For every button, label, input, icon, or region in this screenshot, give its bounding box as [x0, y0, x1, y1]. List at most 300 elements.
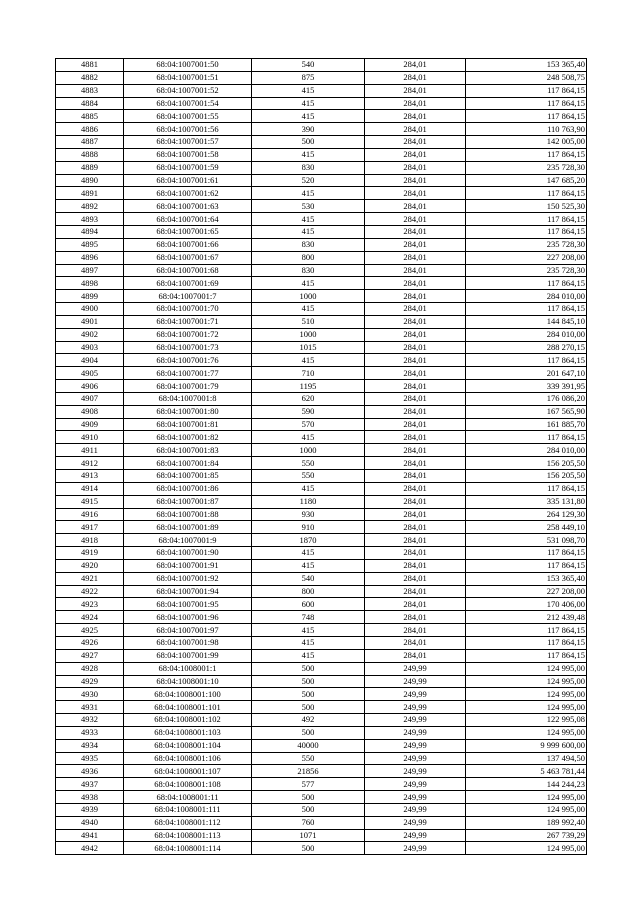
specific-value-cell: 249,99 — [365, 726, 466, 739]
cadastral-value-cell: 235 728,30 — [466, 264, 587, 277]
area-cell: 875 — [252, 71, 365, 84]
cadastral-number-cell: 68:04:1007001:88 — [124, 508, 252, 521]
table-row — [56, 585, 587, 598]
cadastral-value-cell: 137 494,50 — [466, 752, 587, 765]
row-number-cell: 4932 — [56, 714, 124, 727]
specific-value-cell: 284,01 — [365, 418, 466, 431]
specific-value-cell: 284,01 — [365, 547, 466, 560]
specific-value-cell: 284,01 — [365, 354, 466, 367]
table-row — [56, 84, 587, 97]
row-number-cell: 4913 — [56, 470, 124, 483]
cadastral-value-cell: 258 449,10 — [466, 521, 587, 534]
specific-value-cell: 284,01 — [365, 136, 466, 149]
row-number-cell: 4886 — [56, 123, 124, 136]
area-cell: 800 — [252, 251, 365, 264]
specific-value-cell: 284,01 — [365, 341, 466, 354]
area-cell: 1071 — [252, 829, 365, 842]
cadastral-number-cell: 68:04:1008001:1 — [124, 662, 252, 675]
cadastral-number-cell: 68:04:1008001:102 — [124, 714, 252, 727]
table-row — [56, 662, 587, 675]
row-number-cell: 4888 — [56, 148, 124, 161]
table-row — [56, 148, 587, 161]
row-number-cell: 4929 — [56, 675, 124, 688]
table-row — [56, 225, 587, 238]
table-row — [56, 354, 587, 367]
area-cell: 415 — [252, 482, 365, 495]
row-number-cell: 4891 — [56, 187, 124, 200]
cadastral-value-cell: 117 864,15 — [466, 482, 587, 495]
table-row — [56, 521, 587, 534]
row-number-cell: 4914 — [56, 482, 124, 495]
specific-value-cell: 249,99 — [365, 829, 466, 842]
row-number-cell: 4910 — [56, 431, 124, 444]
area-cell: 415 — [252, 649, 365, 662]
cadastral-value-cell: 117 864,15 — [466, 84, 587, 97]
area-cell: 620 — [252, 392, 365, 405]
row-number-cell: 4909 — [56, 418, 124, 431]
area-cell: 830 — [252, 238, 365, 251]
area-cell: 570 — [252, 418, 365, 431]
cadastral-value-cell: 117 864,15 — [466, 431, 587, 444]
cadastral-value-cell: 117 864,15 — [466, 187, 587, 200]
cadastral-number-cell: 68:04:1007001:97 — [124, 624, 252, 637]
row-number-cell: 4896 — [56, 251, 124, 264]
area-cell: 710 — [252, 367, 365, 380]
cadastral-value-cell: 153 365,40 — [466, 572, 587, 585]
cadastral-value-cell: 267 739,29 — [466, 829, 587, 842]
specific-value-cell: 284,01 — [365, 84, 466, 97]
table-row — [56, 290, 587, 303]
cadastral-number-cell: 68:04:1007001:76 — [124, 354, 252, 367]
row-number-cell: 4935 — [56, 752, 124, 765]
area-cell: 800 — [252, 585, 365, 598]
cadastral-value-cell: 124 995,00 — [466, 701, 587, 714]
table-row — [56, 418, 587, 431]
row-number-cell: 4934 — [56, 739, 124, 752]
area-cell: 500 — [252, 842, 365, 855]
table-row — [56, 572, 587, 585]
specific-value-cell: 249,99 — [365, 662, 466, 675]
area-cell: 415 — [252, 225, 365, 238]
cadastral-value-cell: 117 864,15 — [466, 303, 587, 316]
area-cell: 500 — [252, 791, 365, 804]
cadastral-number-cell: 68:04:1007001:73 — [124, 341, 252, 354]
cadastral-number-cell: 68:04:1008001:10 — [124, 675, 252, 688]
row-number-cell: 4882 — [56, 71, 124, 84]
table-row — [56, 688, 587, 701]
area-cell: 21856 — [252, 765, 365, 778]
area-cell: 550 — [252, 470, 365, 483]
cadastral-value-cell: 212 439,48 — [466, 611, 587, 624]
specific-value-cell: 284,01 — [365, 174, 466, 187]
cadastral-value-cell: 531 098,70 — [466, 534, 587, 547]
area-cell: 415 — [252, 97, 365, 110]
area-cell: 415 — [252, 148, 365, 161]
cadastral-value-cell: 150 525,30 — [466, 200, 587, 213]
area-cell: 415 — [252, 636, 365, 649]
table-row — [56, 238, 587, 251]
cadastral-number-cell: 68:04:1007001:58 — [124, 148, 252, 161]
row-number-cell: 4938 — [56, 791, 124, 804]
area-cell: 530 — [252, 200, 365, 213]
area-cell: 415 — [252, 303, 365, 316]
cadastral-number-cell: 68:04:1007001:65 — [124, 225, 252, 238]
cadastral-number-cell: 68:04:1007001:98 — [124, 636, 252, 649]
cadastral-value-cell: 284 010,00 — [466, 290, 587, 303]
cadastral-value-cell: 156 205,50 — [466, 470, 587, 483]
table-row — [56, 174, 587, 187]
specific-value-cell: 284,01 — [365, 495, 466, 508]
table-row — [56, 431, 587, 444]
area-cell: 830 — [252, 161, 365, 174]
table-row — [56, 495, 587, 508]
area-cell: 550 — [252, 457, 365, 470]
specific-value-cell: 284,01 — [365, 200, 466, 213]
cadastral-number-cell: 68:04:1007001:63 — [124, 200, 252, 213]
cadastral-value-cell: 201 647,10 — [466, 367, 587, 380]
specific-value-cell: 284,01 — [365, 367, 466, 380]
row-number-cell: 4920 — [56, 559, 124, 572]
cadastral-value-cell: 189 992,40 — [466, 816, 587, 829]
cadastral-number-cell: 68:04:1007001:70 — [124, 303, 252, 316]
table-row — [56, 611, 587, 624]
cadastral-number-cell: 68:04:1007001:50 — [124, 59, 252, 72]
table-row — [56, 816, 587, 829]
cadastral-number-cell: 68:04:1007001:61 — [124, 174, 252, 187]
cadastral-number-cell: 68:04:1007001:57 — [124, 136, 252, 149]
table-row — [56, 636, 587, 649]
area-cell: 500 — [252, 688, 365, 701]
cadastral-number-cell: 68:04:1008001:106 — [124, 752, 252, 765]
cadastral-value-cell: 117 864,15 — [466, 97, 587, 110]
cadastral-value-cell: 117 864,15 — [466, 277, 587, 290]
specific-value-cell: 249,99 — [365, 752, 466, 765]
specific-value-cell: 284,01 — [365, 521, 466, 534]
specific-value-cell: 284,01 — [365, 457, 466, 470]
cadastral-number-cell: 68:04:1007001:94 — [124, 585, 252, 598]
cadastral-value-cell: 284 010,00 — [466, 328, 587, 341]
cadastral-value-cell: 117 864,15 — [466, 110, 587, 123]
row-number-cell: 4901 — [56, 315, 124, 328]
table-row — [56, 829, 587, 842]
cadastral-number-cell: 68:04:1007001:52 — [124, 84, 252, 97]
cadastral-value-cell: 124 995,00 — [466, 675, 587, 688]
cadastral-number-cell: 68:04:1008001:112 — [124, 816, 252, 829]
area-cell: 1000 — [252, 328, 365, 341]
specific-value-cell: 284,01 — [365, 380, 466, 393]
cadastral-number-cell: 68:04:1007001:56 — [124, 123, 252, 136]
specific-value-cell: 284,01 — [365, 264, 466, 277]
area-cell: 492 — [252, 714, 365, 727]
specific-value-cell: 284,01 — [365, 649, 466, 662]
cadastral-value-cell: 124 995,00 — [466, 662, 587, 675]
table-row — [56, 200, 587, 213]
specific-value-cell: 284,01 — [365, 636, 466, 649]
table-row — [56, 803, 587, 816]
specific-value-cell: 284,01 — [365, 59, 466, 72]
table-row — [56, 470, 587, 483]
area-cell: 415 — [252, 110, 365, 123]
row-number-cell: 4939 — [56, 803, 124, 816]
area-cell: 600 — [252, 598, 365, 611]
cadastral-number-cell: 68:04:1008001:101 — [124, 701, 252, 714]
specific-value-cell: 249,99 — [365, 675, 466, 688]
cadastral-value-table — [55, 58, 587, 855]
specific-value-cell: 284,01 — [365, 444, 466, 457]
area-cell: 415 — [252, 213, 365, 226]
specific-value-cell: 284,01 — [365, 392, 466, 405]
table-row — [56, 559, 587, 572]
cadastral-number-cell: 68:04:1008001:107 — [124, 765, 252, 778]
row-number-cell: 4890 — [56, 174, 124, 187]
cadastral-value-cell: 264 129,30 — [466, 508, 587, 521]
cadastral-number-cell: 68:04:1007001:99 — [124, 649, 252, 662]
table-row — [56, 367, 587, 380]
cadastral-value-cell: 110 763,90 — [466, 123, 587, 136]
cadastral-value-cell: 144 244,23 — [466, 778, 587, 791]
cadastral-value-cell: 117 864,15 — [466, 354, 587, 367]
cadastral-number-cell: 68:04:1007001:71 — [124, 315, 252, 328]
cadastral-number-cell: 68:04:1007001:87 — [124, 495, 252, 508]
cadastral-number-cell: 68:04:1007001:86 — [124, 482, 252, 495]
row-number-cell: 4881 — [56, 59, 124, 72]
cadastral-value-cell: 161 885,70 — [466, 418, 587, 431]
cadastral-value-cell: 227 208,00 — [466, 585, 587, 598]
table-row — [56, 791, 587, 804]
table-row — [56, 303, 587, 316]
row-number-cell: 4883 — [56, 84, 124, 97]
row-number-cell: 4908 — [56, 405, 124, 418]
area-cell: 1870 — [252, 534, 365, 547]
cadastral-value-cell: 227 208,00 — [466, 251, 587, 264]
cadastral-value-cell: 284 010,00 — [466, 444, 587, 457]
table-row — [56, 752, 587, 765]
cadastral-number-cell: 68:04:1007001:90 — [124, 547, 252, 560]
table-row — [56, 765, 587, 778]
row-number-cell: 4912 — [56, 457, 124, 470]
cadastral-value-cell: 235 728,30 — [466, 238, 587, 251]
row-number-cell: 4941 — [56, 829, 124, 842]
area-cell: 540 — [252, 59, 365, 72]
row-number-cell: 4916 — [56, 508, 124, 521]
specific-value-cell: 284,01 — [365, 110, 466, 123]
specific-value-cell: 284,01 — [365, 303, 466, 316]
cadastral-value-cell: 124 995,00 — [466, 842, 587, 855]
cadastral-value-cell: 335 131,80 — [466, 495, 587, 508]
area-cell: 415 — [252, 431, 365, 444]
row-number-cell: 4898 — [56, 277, 124, 290]
cadastral-number-cell: 68:04:1007001:89 — [124, 521, 252, 534]
cadastral-value-cell: 156 205,50 — [466, 457, 587, 470]
row-number-cell: 4907 — [56, 392, 124, 405]
specific-value-cell: 249,99 — [365, 714, 466, 727]
cadastral-number-cell: 68:04:1008001:111 — [124, 803, 252, 816]
row-number-cell: 4884 — [56, 97, 124, 110]
table-body — [56, 59, 587, 855]
row-number-cell: 4894 — [56, 225, 124, 238]
row-number-cell: 4889 — [56, 161, 124, 174]
cadastral-value-cell: 124 995,00 — [466, 726, 587, 739]
specific-value-cell: 249,99 — [365, 701, 466, 714]
row-number-cell: 4925 — [56, 624, 124, 637]
row-number-cell: 4917 — [56, 521, 124, 534]
area-cell: 520 — [252, 174, 365, 187]
cadastral-number-cell: 68:04:1007001:79 — [124, 380, 252, 393]
area-cell: 415 — [252, 559, 365, 572]
table-row — [56, 739, 587, 752]
row-number-cell: 4911 — [56, 444, 124, 457]
table-row — [56, 187, 587, 200]
area-cell: 1000 — [252, 444, 365, 457]
specific-value-cell: 284,01 — [365, 482, 466, 495]
table-row — [56, 726, 587, 739]
cadastral-value-cell: 124 995,00 — [466, 688, 587, 701]
area-cell: 930 — [252, 508, 365, 521]
cadastral-number-cell: 68:04:1007001:81 — [124, 418, 252, 431]
table-row — [56, 341, 587, 354]
row-number-cell: 4923 — [56, 598, 124, 611]
cadastral-number-cell: 68:04:1007001:54 — [124, 97, 252, 110]
specific-value-cell: 249,99 — [365, 803, 466, 816]
specific-value-cell: 284,01 — [365, 238, 466, 251]
cadastral-number-cell: 68:04:1007001:83 — [124, 444, 252, 457]
table-row — [56, 778, 587, 791]
cadastral-value-cell: 117 864,15 — [466, 148, 587, 161]
specific-value-cell: 284,01 — [365, 611, 466, 624]
row-number-cell: 4904 — [56, 354, 124, 367]
cadastral-number-cell: 68:04:1008001:114 — [124, 842, 252, 855]
area-cell: 1180 — [252, 495, 365, 508]
row-number-cell: 4902 — [56, 328, 124, 341]
specific-value-cell: 284,01 — [365, 213, 466, 226]
table-row — [56, 598, 587, 611]
table-row — [56, 213, 587, 226]
area-cell: 415 — [252, 84, 365, 97]
table-row — [56, 457, 587, 470]
table-row — [56, 59, 587, 72]
specific-value-cell: 284,01 — [365, 225, 466, 238]
row-number-cell: 4940 — [56, 816, 124, 829]
table-row — [56, 251, 587, 264]
row-number-cell: 4906 — [56, 380, 124, 393]
cadastral-number-cell: 68:04:1007001:69 — [124, 277, 252, 290]
area-cell: 910 — [252, 521, 365, 534]
cadastral-value-cell: 117 864,15 — [466, 636, 587, 649]
table-row — [56, 482, 587, 495]
table-row — [56, 380, 587, 393]
cadastral-number-cell: 68:04:1007001:8 — [124, 392, 252, 405]
specific-value-cell: 284,01 — [365, 290, 466, 303]
table-row — [56, 701, 587, 714]
area-cell: 1015 — [252, 341, 365, 354]
specific-value-cell: 284,01 — [365, 251, 466, 264]
table-row — [56, 508, 587, 521]
specific-value-cell: 284,01 — [365, 148, 466, 161]
cadastral-value-cell: 5 463 781,44 — [466, 765, 587, 778]
cadastral-number-cell: 68:04:1008001:100 — [124, 688, 252, 701]
row-number-cell: 4893 — [56, 213, 124, 226]
table-row — [56, 315, 587, 328]
specific-value-cell: 284,01 — [365, 71, 466, 84]
cadastral-number-cell: 68:04:1007001:85 — [124, 470, 252, 483]
cadastral-value-cell: 339 391,95 — [466, 380, 587, 393]
cadastral-number-cell: 68:04:1007001:55 — [124, 110, 252, 123]
area-cell: 500 — [252, 803, 365, 816]
specific-value-cell: 249,99 — [365, 688, 466, 701]
specific-value-cell: 249,99 — [365, 842, 466, 855]
row-number-cell: 4926 — [56, 636, 124, 649]
cadastral-number-cell: 68:04:1007001:9 — [124, 534, 252, 547]
area-cell: 577 — [252, 778, 365, 791]
row-number-cell: 4900 — [56, 303, 124, 316]
specific-value-cell: 284,01 — [365, 508, 466, 521]
cadastral-value-cell: 153 365,40 — [466, 59, 587, 72]
cadastral-value-cell: 170 406,00 — [466, 598, 587, 611]
cadastral-number-cell: 68:04:1007001:77 — [124, 367, 252, 380]
area-cell: 415 — [252, 354, 365, 367]
specific-value-cell: 284,01 — [365, 187, 466, 200]
row-number-cell: 4937 — [56, 778, 124, 791]
row-number-cell: 4892 — [56, 200, 124, 213]
area-cell: 500 — [252, 701, 365, 714]
specific-value-cell: 249,99 — [365, 816, 466, 829]
table-row — [56, 624, 587, 637]
area-cell: 415 — [252, 624, 365, 637]
table-row — [56, 534, 587, 547]
area-cell: 415 — [252, 187, 365, 200]
row-number-cell: 4918 — [56, 534, 124, 547]
specific-value-cell: 284,01 — [365, 534, 466, 547]
specific-value-cell: 284,01 — [365, 405, 466, 418]
area-cell: 540 — [252, 572, 365, 585]
cadastral-number-cell: 68:04:1007001:51 — [124, 71, 252, 84]
cadastral-number-cell: 68:04:1007001:72 — [124, 328, 252, 341]
table-row — [56, 714, 587, 727]
table-row — [56, 71, 587, 84]
cadastral-number-cell: 68:04:1008001:108 — [124, 778, 252, 791]
cadastral-number-cell: 68:04:1007001:82 — [124, 431, 252, 444]
specific-value-cell: 249,99 — [365, 791, 466, 804]
cadastral-number-cell: 68:04:1007001:7 — [124, 290, 252, 303]
table-row — [56, 444, 587, 457]
cadastral-value-cell: 176 086,20 — [466, 392, 587, 405]
table-row — [56, 547, 587, 560]
cadastral-value-cell: 235 728,30 — [466, 161, 587, 174]
row-number-cell: 4931 — [56, 701, 124, 714]
specific-value-cell: 249,99 — [365, 739, 466, 752]
cadastral-value-cell: 122 995,08 — [466, 714, 587, 727]
cadastral-number-cell: 68:04:1007001:84 — [124, 457, 252, 470]
cadastral-number-cell: 68:04:1007001:92 — [124, 572, 252, 585]
table-row — [56, 842, 587, 855]
table-row — [56, 649, 587, 662]
cadastral-value-cell: 167 565,90 — [466, 405, 587, 418]
row-number-cell: 4897 — [56, 264, 124, 277]
cadastral-number-cell: 68:04:1007001:68 — [124, 264, 252, 277]
area-cell: 415 — [252, 547, 365, 560]
row-number-cell: 4927 — [56, 649, 124, 662]
area-cell: 500 — [252, 675, 365, 688]
cadastral-number-cell: 68:04:1007001:59 — [124, 161, 252, 174]
table-row — [56, 405, 587, 418]
area-cell: 500 — [252, 662, 365, 675]
cadastral-value-cell: 248 508,75 — [466, 71, 587, 84]
cadastral-value-cell: 117 864,15 — [466, 559, 587, 572]
row-number-cell: 4885 — [56, 110, 124, 123]
specific-value-cell: 284,01 — [365, 161, 466, 174]
specific-value-cell: 284,01 — [365, 470, 466, 483]
cadastral-value-cell: 144 845,10 — [466, 315, 587, 328]
